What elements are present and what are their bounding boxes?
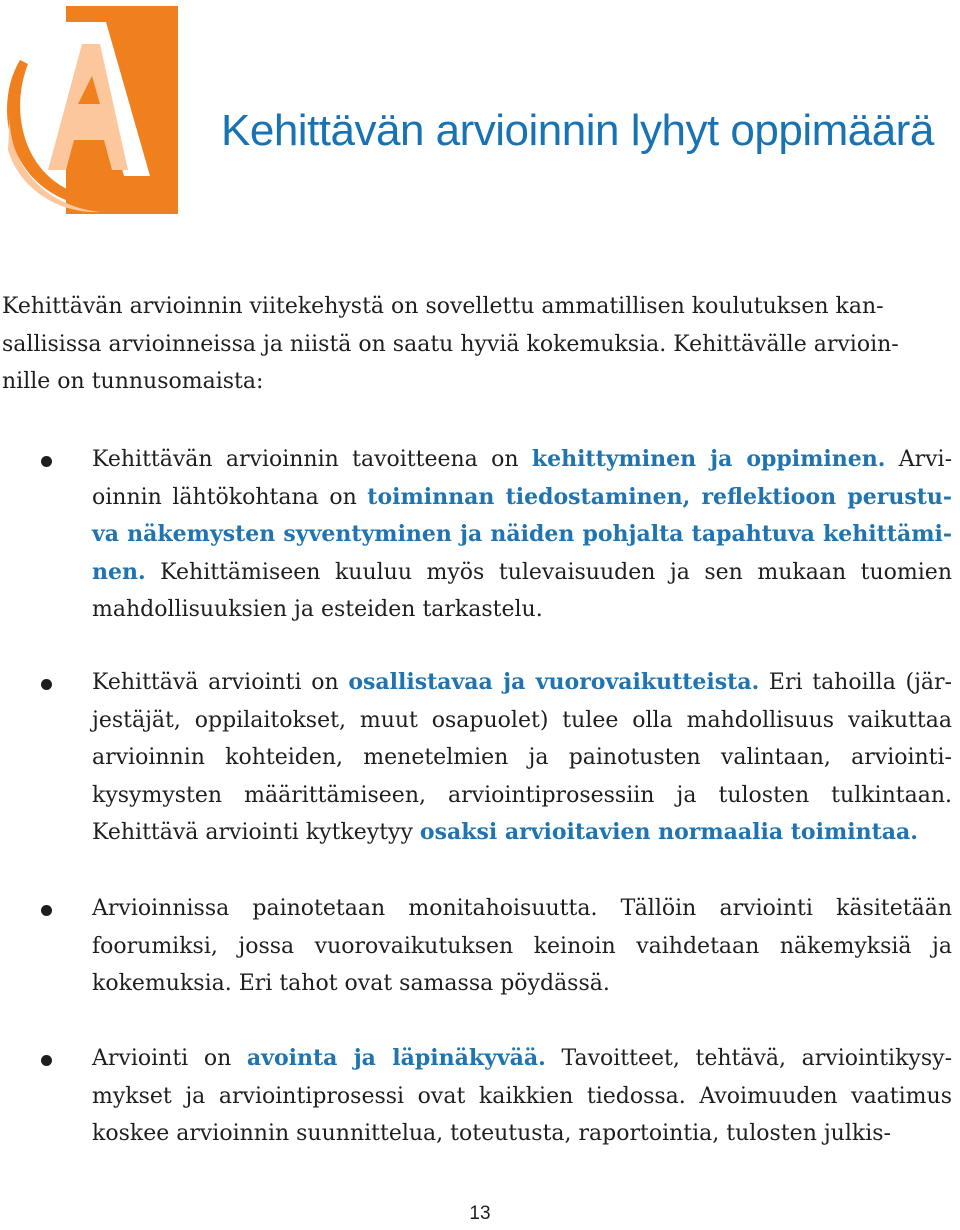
bullet-icon xyxy=(41,1055,52,1066)
page-number: 13 xyxy=(469,1203,491,1224)
bullet-icon xyxy=(41,679,52,690)
list-item-text: Arviointi on avointa ja läpinäkyvää. Tavoitteet, tehtävä, arviointikysy-mykset ja arviointiprosessi ovat kaikkien tiedossa. Avoimuuden vaatimus koskee arvioinnin suunnittelua, toteutusta, raportointia, tulosten julkis- xyxy=(92,1045,952,1146)
intro-line: nille on tunnusomaista: xyxy=(2,369,264,394)
list-item xyxy=(92,890,952,1003)
bullet-icon xyxy=(41,905,52,916)
intro-paragraph xyxy=(2,288,950,401)
list-item xyxy=(92,1040,952,1153)
highlight-text: toiminnan tiedostaminen, reflektioon perustu-va näkemysten syventyminen ja näiden pohjalta tapahtuva kehittämi-nen. xyxy=(92,483,952,585)
intro-line: Kehittävän arvioinnin viitekehystä on sovellettu ammatillisen koulutuksen kan- xyxy=(2,294,884,319)
list-item-text: Kehittävän arvioinnin tavoitteena on kehittyminen ja oppiminen. Arvi-oinnin lähtökohtana on toiminnan tiedostaminen, reflektioon perustu-va näkemysten syventyminen ja näiden pohjalta tapahtuva kehittämi-nen. Kehittämiseen kuuluu myös tulevaisuuden ja sen mukaan tuomien mahdollisuuksien ja esteiden tarkastelu. xyxy=(92,446,953,622)
bullet-icon xyxy=(41,456,52,467)
list-item xyxy=(92,441,952,629)
logo-a-mark xyxy=(0,0,182,222)
intro-line: sallisissa arvioinneissa ja niistä on saatu hyviä kokemuksia. Kehittävälle arvioin- xyxy=(2,331,899,357)
highlight-text: kehittyminen ja oppiminen. xyxy=(531,446,886,472)
list-item-text: Arvioinnissa painotetaan monitahoisuutta. Tällöin arviointi käsitetään foorumiksi, jossa vuorovaikutuksen keinoin vaihdetaan näkemyksiä ja kokemuksia. Eri tahot ovat samassa pöydässä. xyxy=(92,896,952,996)
highlight-text: osallistavaa ja vuorovaikutteista. xyxy=(348,669,760,695)
page-title: Kehittävän arvioinnin lyhyt oppimäärä xyxy=(221,106,934,155)
list-item-text: Kehittävä arviointi on osallistavaa ja vuorovaikutteista. Eri tahoilla (jär-jestäjät, oppilaitokset, muut osapuolet) tulee olla mahdollisuus vaikuttaa arvioinnin kohteiden, menetelmien ja painotusten valintaan, arviointi-kysymysten määrittämiseen, arviointiprosessiin ja tulosten tulkintaan. Kehittävä arviointi kytkeytyy osaksi arvioitavien normaalia toimintaa. xyxy=(92,669,952,845)
list-item xyxy=(92,664,952,852)
highlight-text: osaksi arvioitavien normaalia toimintaa. xyxy=(419,819,918,845)
highlight-text: avointa ja läpinäkyvää. xyxy=(246,1045,546,1071)
